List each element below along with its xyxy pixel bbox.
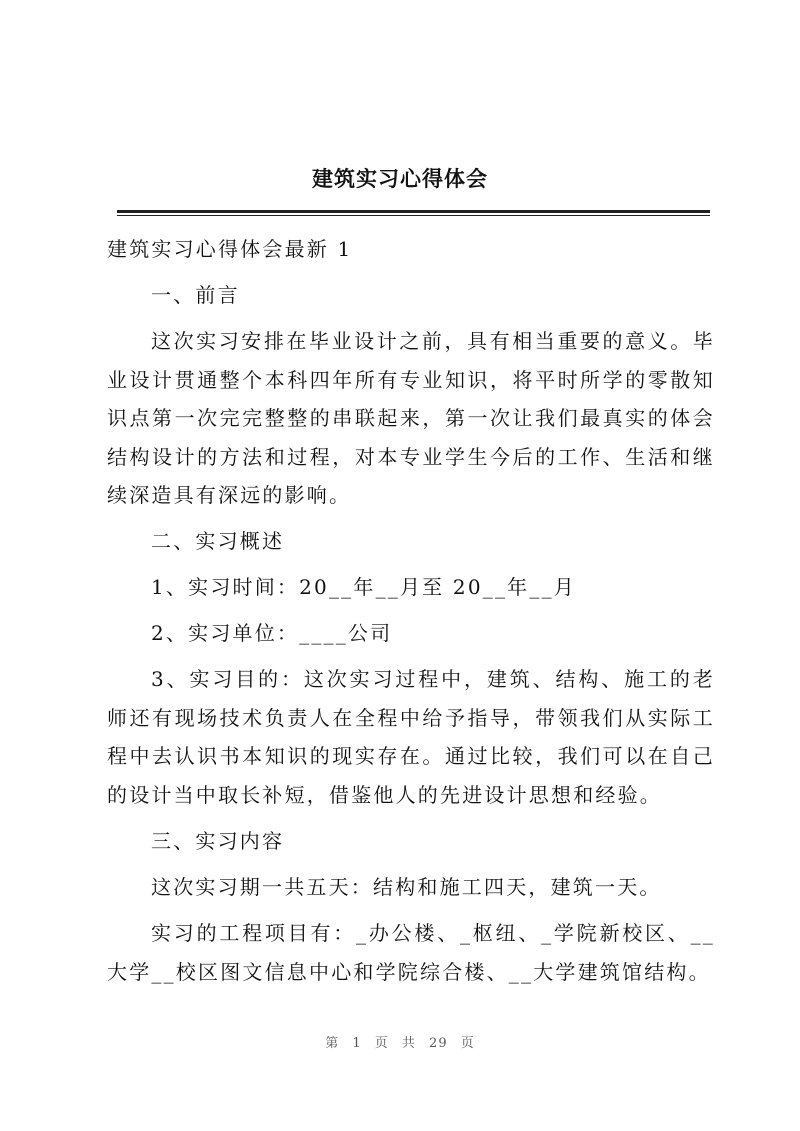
item-internship-purpose: 3、实习目的：这次实习过程中，建筑、结构、施工的老师还有现场技术负责人在全程中给予指导，带领我们从实际工程中去认识书本知识的现实存在。通过比较，我们可以在自己的设计当中取长补短，借鉴他人的先进设计思想和经验。	[107, 667, 715, 808]
subtitle-line: 建筑实习心得体会最新 1	[107, 237, 353, 261]
title-divider-thin	[117, 215, 710, 216]
paragraph-preface: 这次实习安排在毕业设计之前，具有相当重要的意义。毕业设计贯通整个本科四年所有专业知识，将平时所学的零散知识点第一次完完整整的串联起来，第一次让我们最真实的体会结构设计的方法和过程，对本专业学生今后的工作、生活和继续深造具有深远的影响。	[107, 328, 715, 508]
title-divider-thick	[117, 210, 710, 213]
paragraph-duration: 这次实习期一共五天：结构和施工四天，建筑一天。	[151, 875, 662, 900]
section-heading-preface: 一、前言	[151, 282, 240, 307]
document-body	[107, 230, 715, 999]
page-footer: 第 1 页 共 29 页	[325, 1036, 475, 1051]
paragraph-projects: 实习的工程项目有：_办公楼、_枢纽、_学院新校区、__大学__校区图文信息中心和学院综合楼、__大学建筑馆结构。	[107, 921, 715, 984]
item-internship-unit: 2、实习单位：____公司	[151, 621, 393, 646]
item-internship-time: 1、实习时间：20__年__月至 20__年__月	[151, 575, 576, 600]
page-title: 建筑实习心得体会	[312, 166, 488, 191]
section-heading-overview: 二、实习概述	[151, 529, 285, 554]
section-heading-content: 三、实习内容	[151, 829, 285, 854]
